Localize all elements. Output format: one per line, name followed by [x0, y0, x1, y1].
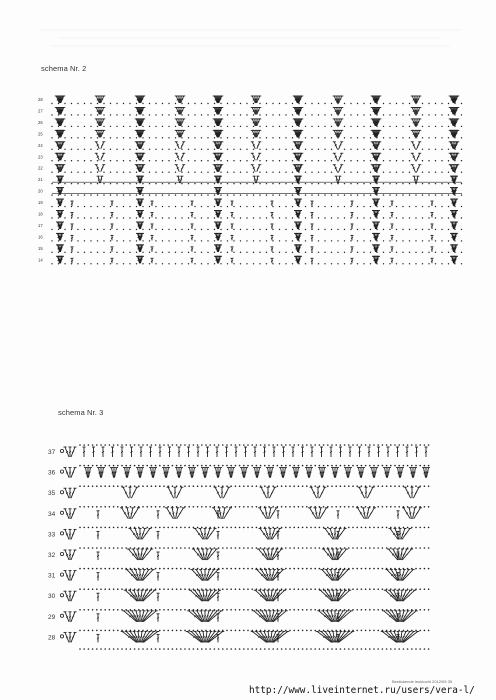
row-number: 27 [38, 108, 43, 114]
row-number: 22 [38, 165, 43, 171]
row-number: 33 [48, 531, 56, 539]
row-number: 29 [48, 613, 56, 621]
watermark-url: http://www.liveinternet.ru/users/vera-l/ [249, 685, 475, 696]
row-number: 25 [38, 131, 43, 137]
row-number: 35 [48, 490, 56, 498]
row-number: 30 [48, 593, 56, 601]
row-number: 31 [48, 572, 56, 580]
row-number: 19 [38, 200, 43, 206]
row-number: 15 [38, 245, 43, 251]
row-number: 36 [48, 469, 56, 477]
row-number: 17 [38, 222, 43, 228]
schema-3-grid [60, 444, 430, 650]
footer-page-info: Bestickende leuktocht 2012/09 [392, 679, 447, 684]
row-number: 14 [38, 257, 43, 263]
row-number: 28 [48, 634, 56, 642]
row-number: 23 [38, 154, 43, 160]
schema-2-title: schema Nr. 2 [41, 64, 87, 73]
row-number: 18 [38, 211, 43, 217]
row-number: 34 [48, 510, 56, 518]
schema-3-title: schema Nr. 3 [58, 408, 104, 417]
row-number: 37 [48, 449, 56, 456]
footer-page-number: 35 [447, 679, 453, 684]
row-number: 26 [38, 119, 43, 125]
row-number: 28 [38, 97, 43, 102]
row-number: 20 [38, 188, 43, 194]
row-number: 24 [38, 142, 43, 148]
row-number: 16 [38, 234, 43, 240]
page-footer [392, 679, 452, 684]
row-number: 32 [48, 552, 56, 559]
row-number: 21 [38, 177, 43, 183]
